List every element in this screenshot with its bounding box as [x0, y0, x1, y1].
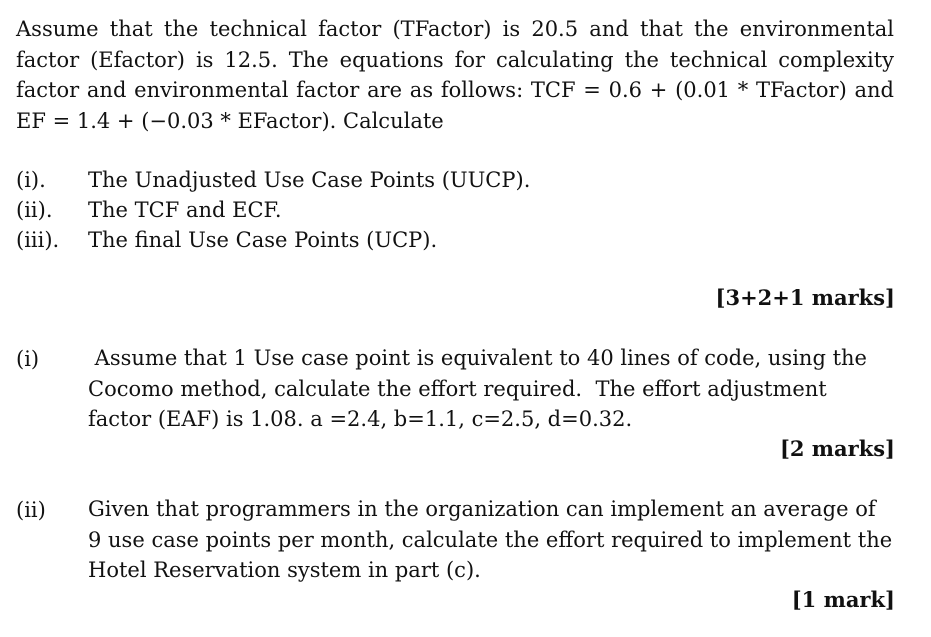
intro-line: factor (Efactor) is 12.5. The equations for calculating the technical complexity — [16, 47, 894, 72]
list-item — [16, 225, 437, 255]
intro-paragraph — [16, 14, 894, 136]
list-item — [16, 195, 282, 225]
question-line: Cocomo method, calculate the effort required. The effort adjustment — [88, 376, 827, 401]
question-number: (i) — [16, 347, 40, 371]
question-text — [88, 494, 892, 586]
question-text — [88, 343, 867, 435]
list-item-text: The Unadjusted Use Case Points (UUCP). — [88, 168, 531, 192]
marks-label: [2 marks] — [779, 436, 895, 461]
question-line: 9 use case points per month, calculate the effort required to implement the — [88, 527, 893, 552]
list-item-number: (i). — [16, 168, 46, 192]
intro-line: factor and environmental factor are as follows: TCF = 0.6 + (0.01 * TFactor) and — [16, 78, 894, 102]
marks-label: [1 mark] — [791, 587, 895, 612]
question-line: Assume that 1 Use case point is equivalent to 40 lines of code, using the — [88, 346, 867, 370]
list-item-number: (ii). — [16, 198, 53, 222]
question-line: Given that programmers in the organization can implement an average of — [88, 497, 876, 521]
list-item-number: (iii). — [16, 228, 60, 252]
list-item-text: The final Use Case Points (UCP). — [88, 228, 438, 252]
intro-line: Assume that the technical factor (TFactor) is 20.5 and that the environmental — [16, 17, 894, 41]
question-line: Hotel Reservation system in part (c). — [88, 558, 481, 582]
list-item-text: The TCF and ECF. — [88, 198, 282, 222]
question-line: factor (EAF) is 1.08. a =2.4, b=1.1, c=2.5, d=0.32. — [88, 407, 633, 431]
list-item — [16, 165, 530, 195]
intro-line: EF = 1.4 + (−0.03 * EFactor). Calculate — [16, 108, 444, 133]
marks-label: [3+2+1 marks] — [715, 285, 895, 310]
question-number: (ii) — [16, 498, 46, 522]
